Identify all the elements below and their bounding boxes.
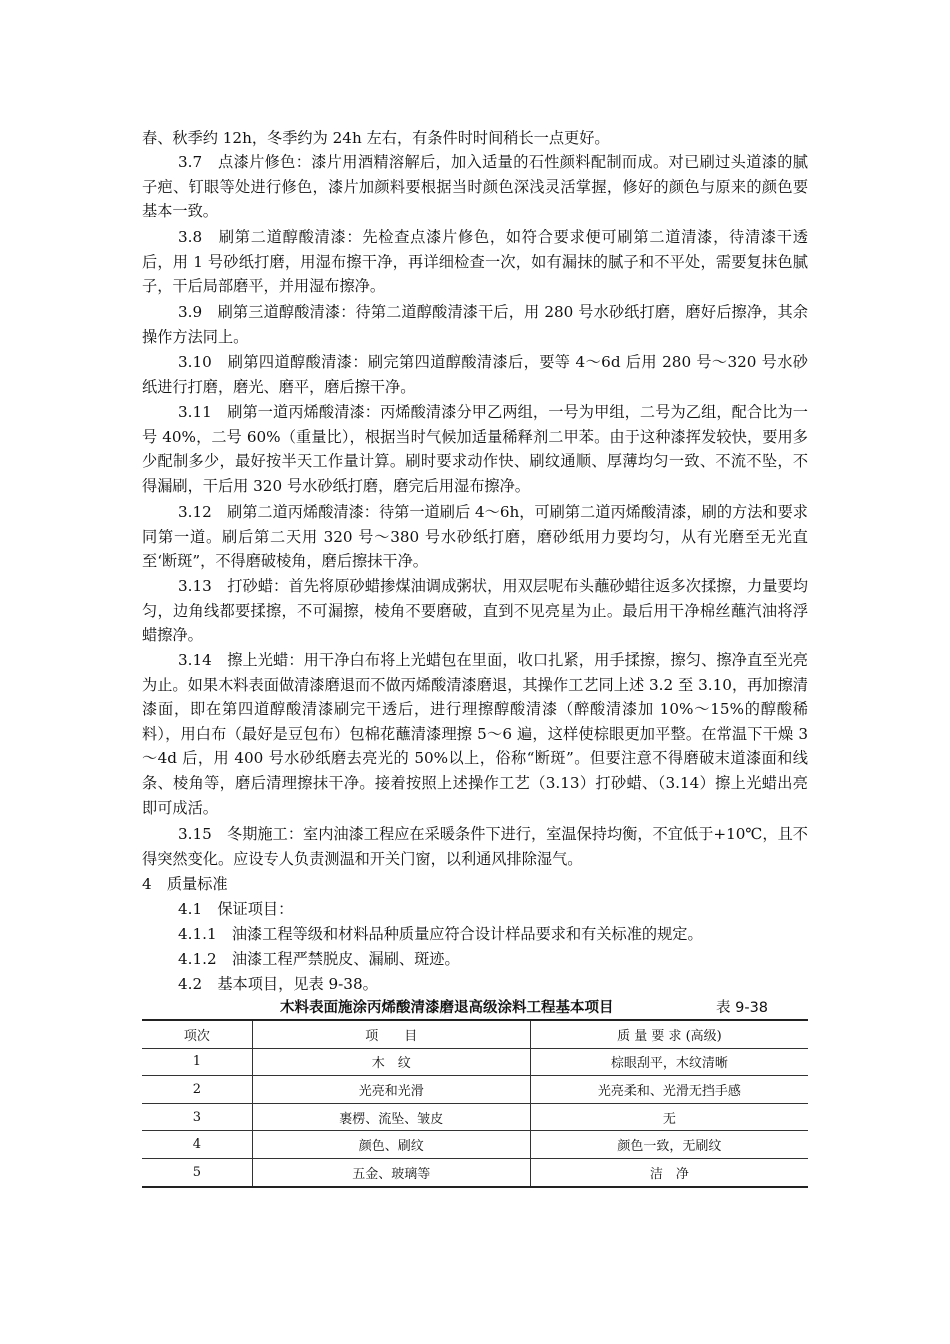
subsection-4-1-2: 4.1.2 油漆工程严禁脱皮、漏刷、斑迹。	[178, 950, 460, 968]
cell-requirement: 棕眼刮平，木纹清晰	[530, 1048, 808, 1076]
cell-requirement: 洁 净	[530, 1158, 808, 1186]
table-title: 木料表面施涂丙烯酸清漆磨退高级涂料工程基本项目	[280, 1000, 614, 1016]
cell-requirement: 无	[530, 1103, 808, 1131]
paragraph-3-7: 3.7 点漆片修色：漆片用酒精溶解后，加入适量的石性颜料配制而成。对已刷过头道漆的腻子疤、钉眼等处进行修色，漆片加颜料要根据当时颜色深浅灵活掌握，修好的颜色与原来的颜色要基本一致。	[142, 153, 808, 221]
cell-requirement: 颜色一致，无刷纹	[530, 1131, 808, 1159]
basic-items-table	[142, 1019, 808, 1188]
subsection-4-1: 4.1 保证项目：	[178, 900, 294, 918]
cell-item: 裹楞、流坠、皱皮	[252, 1103, 530, 1131]
table-row	[142, 1131, 808, 1159]
cell-item-no: 2	[142, 1076, 252, 1104]
table-row	[142, 1158, 808, 1186]
header-quality-requirement: 质 量 要 求 (高级)	[530, 1020, 808, 1048]
paragraph-3-8: 3.8 刷第二道醇酸清漆：先检查点漆片修色，如符合要求便可刷第二道清漆，待清漆干透后，用 1 号砂纸打磨，用湿布擦干净，再详细检查一次，如有漏抹的腻子和不平处，需要复抹色腻子，干后局部磨平，并用湿布擦净。	[142, 228, 808, 296]
section-heading-quality-standard: 4 质量标准	[142, 875, 228, 893]
table-header-row	[142, 1020, 808, 1048]
paragraph-3-11: 3.11 刷第一道丙烯酸清漆：丙烯酸清漆分甲乙两组，一号为甲组，二号为乙组，配合比为一号 40%，二号 60%（重量比），根据当时气候加适量稀释剂二甲苯。由于这种漆挥发较快，要用多少配制多少，最好按半天工作量计算。刷时要求动作快、刷纹通顺、厚薄均匀一致、不流不坠，不得漏刷，干后用 320 号水砂纸打磨，磨完后用湿布擦净。	[142, 403, 808, 495]
table-row	[142, 1076, 808, 1104]
paragraph-3-10: 3.10 刷第四道醇酸清漆：刷完第四道醇酸清漆后，要等 4～6d 后用 280 号～320 号水砂纸进行打磨，磨光、磨平，磨后擦干净。	[142, 353, 808, 396]
header-item: 项 目	[252, 1020, 530, 1048]
cell-item-no: 4	[142, 1131, 252, 1159]
cell-item-no: 1	[142, 1048, 252, 1076]
paragraph-3-14: 3.14 擦上光蜡：用干净白布将上光蜡包在里面，收口扎紧，用手揉擦，擦匀、擦净直至光亮为止。如果木料表面做清漆磨退而不做丙烯酸清漆磨退，其操作工艺同上述 3.2 至 3.10，再加擦清漆面，即在第四道醇酸清漆刷完干透后，进行理擦醇酸清漆（醉酸清漆加 10%～15%的醇酸稀料），用白布（最好是豆包布）包棉花蘸清漆理擦 5～6 遍，这样使棕眼更加平整。在常温下干燥 3～4d 后，用 400 号水砂纸磨去亮光的 50%以上，俗称“断斑”。但要注意不得磨破末道漆面和线条、棱角等，磨后清理擦抹干净。接着按照上述操作工艺（3.13）打砂蜡、（3.14）擦上光蜡出亮即可成活。	[142, 651, 808, 817]
paragraph-3-12: 3.12 刷第二道丙烯酸清漆：待第一道刷后 4～6h，可刷第二道丙烯酸清漆，刷的方法和要求同第一道。刷后第二天用 320 号～380 号水砂纸打磨，磨砂纸用力要均匀，从有光磨至无光直至‘断斑”，不得磨破棱角，磨后擦抹干净。	[142, 503, 808, 571]
cell-item-no: 3	[142, 1103, 252, 1131]
subsection-4-1-1: 4.1.1 油漆工程等级和材料品种质量应符合设计样品要求和有关标准的规定。	[178, 925, 703, 943]
table-row	[142, 1103, 808, 1131]
cell-item: 木 纹	[252, 1048, 530, 1076]
header-item-no: 项次	[142, 1020, 252, 1048]
subsection-4-2: 4.2 基本项目，见表 9-38。	[178, 975, 378, 993]
paragraph-continuation: 春、秋季约 12h，冬季约为 24h 左右，有条件时时间稍长一点更好。	[142, 129, 610, 147]
paragraph-3-15: 3.15 冬期施工：室内油漆工程应在采暖条件下进行，室温保持均衡，不宜低于+10℃，且不得突然变化。应设专人负责测温和开关门窗，以利通风排除湿气。	[142, 825, 808, 868]
table-number: 表 9-38	[716, 1000, 769, 1016]
cell-item: 光亮和光滑	[252, 1076, 530, 1104]
paragraph-3-13: 3.13 打砂蜡：首先将原砂蜡掺煤油调成粥状，用双层呢布头蘸砂蜡往返多次揉擦，力量要均匀，边角线都要揉擦，不可漏擦，棱角不要磨破，直到不见亮星为止。最后用干净棉丝蘸汽油将浮蜡擦净。	[142, 577, 808, 645]
paragraph-3-9: 3.9 刷第三道醇酸清漆：待第二道醇酸清漆干后，用 280 号水砂纸打磨，磨好后擦净，其余操作方法同上。	[142, 303, 808, 346]
cell-item: 颜色、刷纹	[252, 1131, 530, 1159]
cell-requirement: 光亮柔和、光滑无挡手感	[530, 1076, 808, 1104]
table-row	[142, 1048, 808, 1076]
cell-item: 五金、玻璃等	[252, 1158, 530, 1186]
cell-item-no: 5	[142, 1158, 252, 1186]
